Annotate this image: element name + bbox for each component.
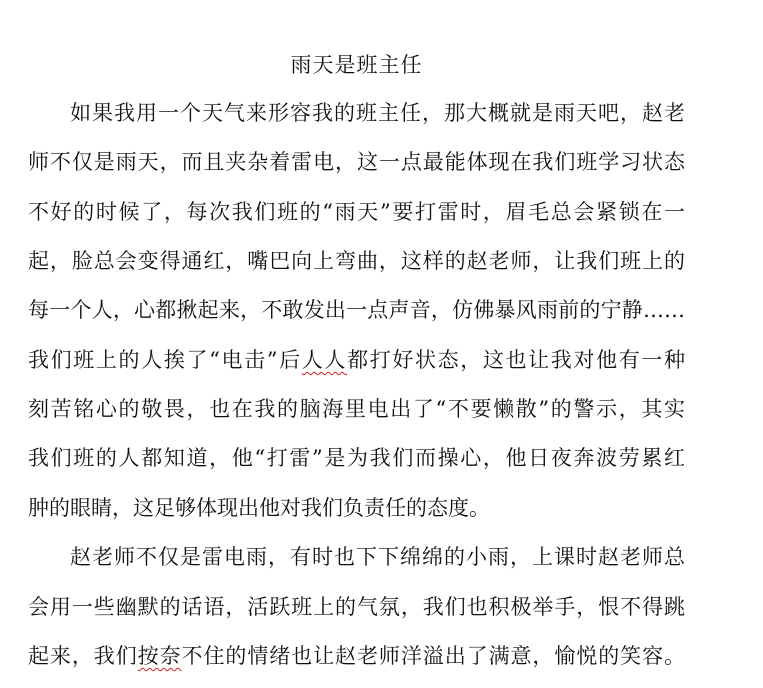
text-line: 每一个人，心都揪起来，不敢发出一点声音，仿佛暴风雨前的宁静…… <box>28 298 685 322</box>
text-segment: 起来，我们 <box>28 644 138 668</box>
text-line: 刻苦铭心的敬畏，也在我的脑海里电出了“不要懒散”的警示，其实 <box>28 397 685 421</box>
text-segment: 我们班上的人挨了“电击”后 <box>28 348 302 372</box>
text-line: 会用一些幽默的话语，活跃班上的气氛，我们也积极举手，恨不得跳 <box>28 595 685 619</box>
text-line <box>28 641 685 671</box>
text-segment: 都打好状态，这也让我对他有一种 <box>347 348 685 372</box>
spellcheck-marked-word: 人人 <box>301 348 348 372</box>
text-segment: 不住的情绪也让赵老师洋溢出了满意，愉悦的笑容。 <box>181 644 686 668</box>
text-line: 不好的时候了，每次我们班的“雨天”要打雷时，眉毛总会紧锁在一 <box>28 200 685 224</box>
text-line: 肿的眼睛，这足够体现出他对我们负责任的态度。 <box>28 496 490 520</box>
text-line: 师不仅是雨天，而且夹杂着雷电，这一点最能体现在我们班学习状态 <box>28 150 685 174</box>
spellcheck-marked-word: 按奈 <box>137 644 182 668</box>
text-line: 起，脸总会变得通红，嘴巴向上弯曲，这样的赵老师，让我们班上的 <box>28 249 685 273</box>
text-line <box>28 345 685 375</box>
text-line: 如果我用一个天气来形容我的班主任，那大概就是雨天吧，赵老 <box>70 101 685 125</box>
document-title: 雨天是班主任 <box>290 53 423 77</box>
text-line: 赵老师不仅是雷电雨，有时也下下绵绵的小雨，上课时赵老师总 <box>70 545 685 569</box>
text-line: 我们班的人都知道，他“打雷”是为我们而操心，他日夜奔波劳累红 <box>28 446 685 470</box>
